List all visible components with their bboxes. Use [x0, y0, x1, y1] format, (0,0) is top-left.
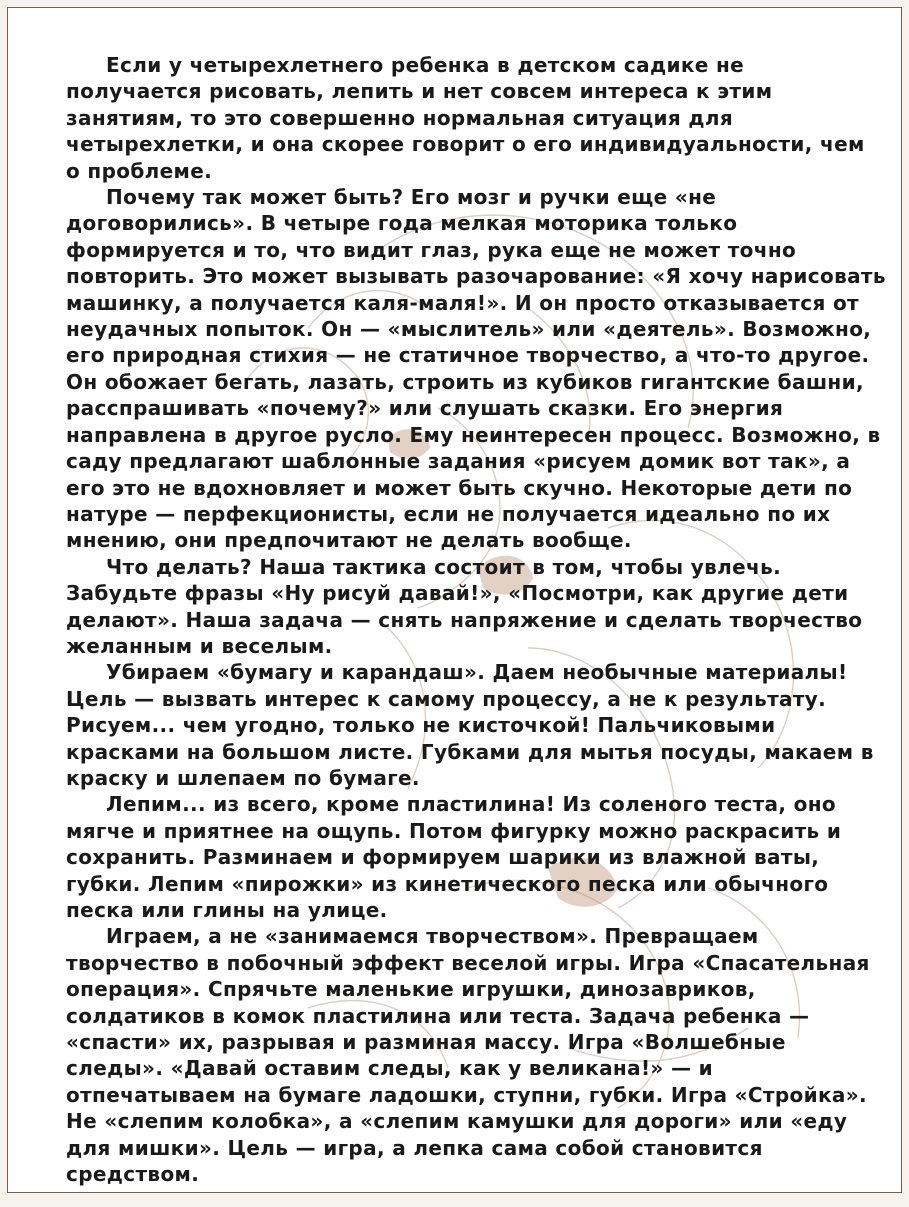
article-body — [66, 52, 886, 1187]
paragraph-modeling: Лепим... из всего, кроме пластилина! Из соленого теста, оно мягче и приятнее на ощупь. Потом фигурку можно раскрасить и сохранить. Разминаем и формируем шарики из влажной ваты, губки. Лепим «пирожки» из кинетического песка или обычного песка или глины на улице. — [66, 792, 842, 922]
page-frame — [7, 7, 902, 1193]
paragraph-what-to-do: Что делать? Наша тактика состоит в том, чтобы увлечь. Забудьте фразы «Ну рисуй давай!», «Посмотри, как другие дети делают». Наша задача — снять напряжение и сделать творчество желанным и веселым. — [66, 554, 863, 658]
paragraph-games: Играем, а не «занимаемся творчеством». Превращаем творчество в побочный эффект веселой игры. Игра «Спасательная операция». Спрячьте маленькие игрушки, динозавриков, солдатиков в комок пластилина или теста. Задача ребенка — «спасти» их, разрывая и разминая массу. Игра «Волшебные следы». «Давай оставим следы, как у великана!» — и отпечатываем на бумаге ладошки, ступни, губки. Игра «Стройка». Не «слепим колобка», а «слепим камушки для дороги» или «еду для мишки». Цель — игра, а лепка сама собой становится средством. — [66, 924, 870, 1187]
paragraph-reasons: Почему так может быть? Его мозг и ручки еще «не договорились». В четыре года мелкая моторика только формируется и то, что видит глаз, рука еще не может точно повторить. Это может вызывать разочарование: «Я хочу нарисовать машинку, а получается каля-маля!». И он просто отказывается от неудачных попыток. Он — «мыслитель» или «деятель». Возможно, его природная стихия — не статичное творчество, а что-то другое. Он обожает бегать, лазать, строить из кубиков гигантские башни, расспрашивать «почему?» или слушать сказки. Его энергия направлена в другое русло. Ему неинтересен процесс. Возможно, в саду предлагают шаблонные задания «рисуем домик вот так», а его это не вдохновляет и может быть скучно. Некоторые дети по натуре — перфекционисты, если не получается идеально по их мнению, они предпочитают не делать вообще. — [66, 185, 886, 553]
paragraph-materials: Убираем «бумагу и карандаш». Даем необычные материалы! Цель — вызвать интерес к самому процессу, а не к результату. Рисуем... чем угодно, только не кисточкой! Пальчиковыми красками на большом листе. Губками для мытья посуды, макаем в краску и шлепаем по бумаге. — [66, 660, 874, 790]
paragraph-intro: Если у четырехлетнего ребенка в детском садике не получается рисовать, лепить и нет совсем интереса к этим занятиям, то это совершенно нормальная ситуация для четырехлетки, и она скорее говорит о его индивидуальности, чем о проблеме. — [66, 53, 865, 183]
